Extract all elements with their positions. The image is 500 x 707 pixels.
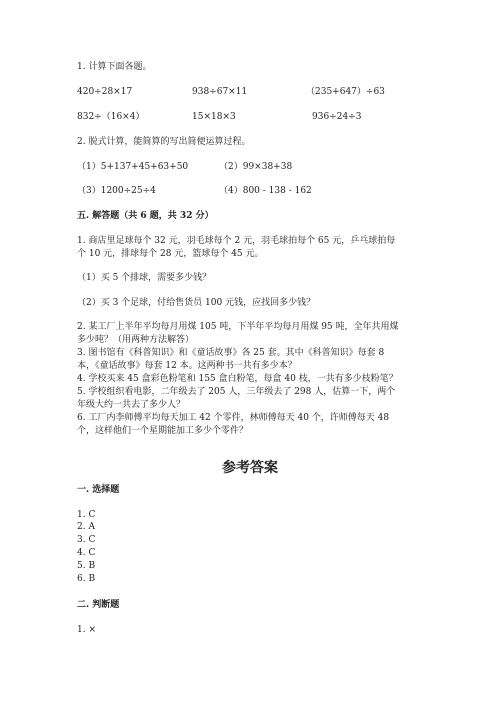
q3-line1: 3. 图书馆有《科普知识》和《童话故事》各 25 套。其中《科普知识》每套 8 — [77, 348, 385, 358]
choice-answer: 4. C — [77, 548, 96, 558]
answer-key-title: 参考答案 — [222, 460, 278, 476]
judge-answer: 1. × — [77, 625, 96, 635]
q1-sub1: （1）买 5 个排球，需要多少钱？ — [77, 273, 212, 283]
simplify-3: （3）1200÷25÷4 — [77, 186, 156, 196]
judge-heading: 二. 判断题 — [77, 600, 120, 610]
q5-line2: 年级大约一共去了多少人？ — [77, 400, 186, 410]
q3-line2: 本，《童话故事》每套 12 本。这两种书一共有多少本？ — [77, 361, 297, 371]
choice-heading: 一. 选择题 — [77, 485, 120, 495]
choice-answer: 3. C — [77, 535, 96, 545]
calc-3: （235+647）÷63 — [306, 87, 385, 97]
choice-answer: 5. B — [77, 561, 96, 571]
simplify-1: （1）5+137+45+63+50 — [77, 162, 189, 172]
q4-line: 4. 学校买来 45 盒彩色粉笔和 155 盒白粉笔，每盒 40 枝，一共有多少枝粉笔？ — [77, 374, 398, 384]
calc-1: 420÷28×17 — [77, 87, 133, 97]
simplify-4: （4）800 - 138 - 162 — [219, 186, 312, 196]
choice-answer: 1. C — [77, 510, 96, 520]
calc-2: 938÷67×11 — [192, 87, 248, 97]
section5-heading: 五. 解答题（共 6 题，共 32 分） — [77, 211, 214, 221]
q1-line1: 1. 商店里足球每个 32 元，羽毛球每个 2 元，羽毛球拍每个 65 元，乒乓球拍每 — [77, 236, 396, 246]
q6-line2: 个，这样他们一个星期能加工多少个零件？ — [77, 426, 249, 436]
choice-answer: 6. B — [77, 574, 96, 584]
simplify-2: （2）99×38+38 — [219, 162, 293, 172]
q1-line2: 个 10 元，排球每个 28 元，篮球每个 45 元。 — [77, 249, 264, 259]
q5-line1: 5. 学校组织看电影，二年级去了 205 人，三年级去了 298 人，估算一下，两个 — [77, 387, 396, 397]
q1-sub2: （2）买 3 个足球，付给售货员 100 元钱，应找回多少钱？ — [77, 298, 316, 308]
calc-6: 936÷24÷3 — [312, 112, 362, 122]
calc-5: 15×18×3 — [192, 112, 236, 122]
q2-line2: 多少吨？（用两种方法解答） — [77, 335, 195, 345]
q6-line1: 6. 工厂内李师傅平均每天加工 42 个零件，林师傅每天 40 个，许师傅每天 48 — [77, 413, 390, 423]
calc-4: 832÷（16×4） — [77, 112, 145, 122]
part2-heading: 2. 脱式计算，能简算的写出简便运算过程。 — [77, 137, 251, 147]
part1-heading: 1. 计算下面各题。 — [77, 62, 152, 72]
choice-answer: 2. A — [77, 522, 95, 532]
q2-line1: 2. 某工厂上半年平均每月用煤 105 吨，下半年平均每月用煤 95 吨，全年共用煤 — [77, 322, 399, 332]
